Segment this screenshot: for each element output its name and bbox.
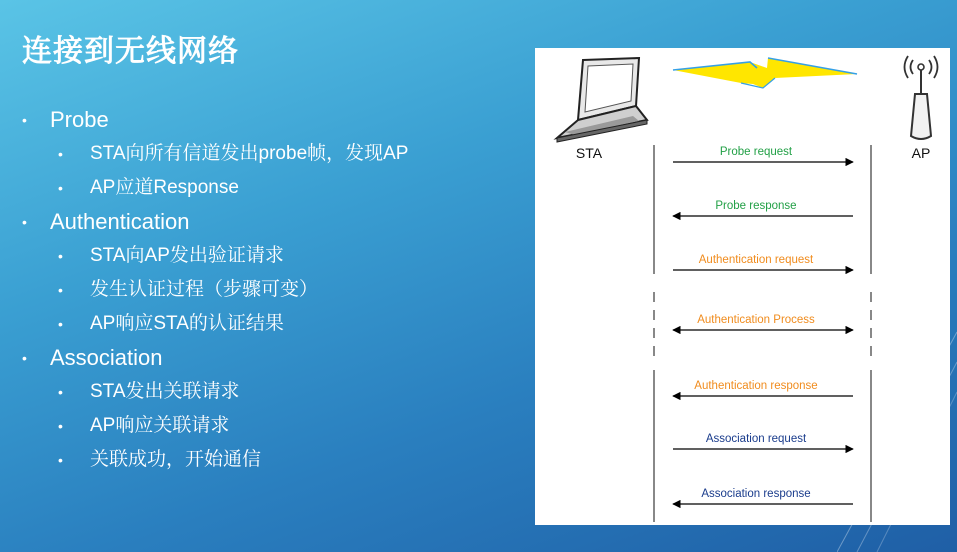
message-label: Association request bbox=[705, 433, 807, 445]
message-label: Authentication request bbox=[698, 254, 814, 266]
ap-label: AP bbox=[911, 145, 931, 161]
bullet-association: • Association bbox=[22, 344, 408, 378]
sub-bullet: • STA向所有信道发出probe帧，发现AP bbox=[22, 140, 408, 174]
message-label: Probe request bbox=[719, 146, 793, 158]
sub-bullet: • 发生认证过程（步骤可变） bbox=[22, 276, 408, 310]
sub-bullet: • AP应道Response bbox=[22, 174, 408, 208]
sub-bullet: • 关联成功，开始通信 bbox=[22, 446, 408, 480]
bullet-list bbox=[22, 106, 408, 480]
bullet-authentication: • Authentication bbox=[22, 208, 408, 242]
sequence-diagram bbox=[535, 48, 950, 525]
laptop-icon bbox=[557, 58, 647, 142]
message-label: Probe response bbox=[715, 200, 797, 212]
page-title: 连接到无线网络 bbox=[22, 35, 239, 68]
access-point-icon bbox=[905, 56, 938, 139]
sta-label: STA bbox=[575, 145, 603, 161]
message-label: Authentication Process bbox=[697, 314, 815, 326]
sub-bullet: • STA向AP发出验证请求 bbox=[22, 242, 408, 276]
message-label: Authentication response bbox=[694, 380, 818, 392]
sub-bullet: • AP响应STA的认证结果 bbox=[22, 310, 408, 344]
lightning-icon bbox=[673, 58, 857, 88]
message-label: Association response bbox=[701, 488, 811, 500]
sub-bullet: • AP响应关联请求 bbox=[22, 412, 408, 446]
bullet-probe: • Probe bbox=[22, 106, 408, 140]
sub-bullet: • STA发出关联请求 bbox=[22, 378, 408, 412]
